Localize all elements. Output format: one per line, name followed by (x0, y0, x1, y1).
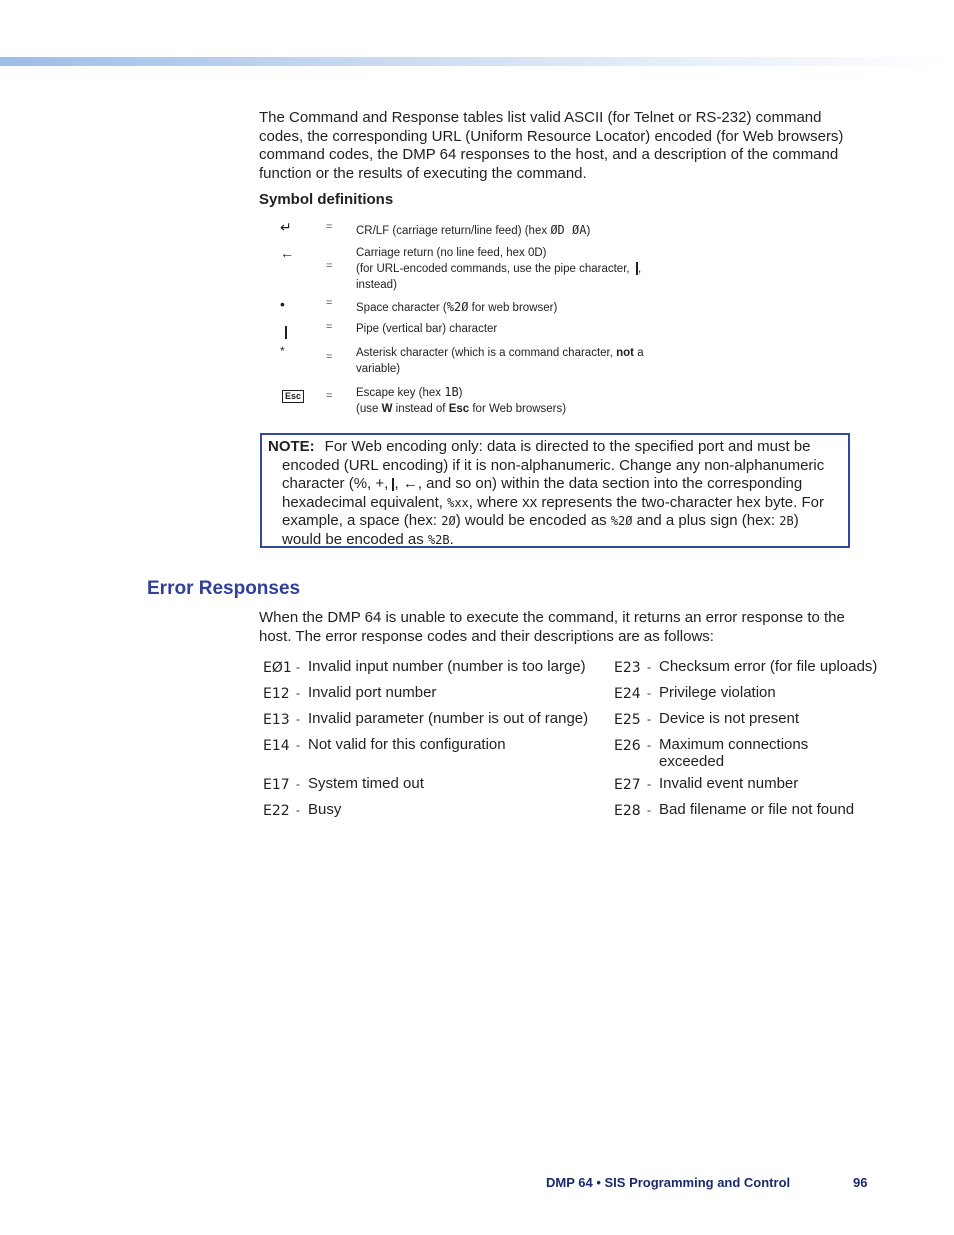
carriage-return-icon: ← (280, 245, 294, 261)
escape-definition: Escape key (hex 1B) (use W instead of Esc for Web browsers) (356, 385, 567, 415)
equals-sign: = (326, 297, 333, 309)
note-box (260, 433, 850, 548)
symbol-definitions-heading: Symbol definitions (259, 191, 394, 208)
pipe-icon (285, 323, 315, 339)
equals-sign: = (326, 390, 333, 402)
header-gradient-bar (0, 57, 954, 66)
crlf-icon: ↵ (280, 219, 292, 235)
carriage-return-icon: ← (402, 475, 418, 493)
intro-paragraph: The Command and Response tables list valid ASCII (for Telnet or RS-232) command codes, the corresponding URL (Uniform Resource Locator) encoded (for Web browsers) command codes, the DMP 64 responses to the host, and a description of the command function or the results of executing the command. (259, 109, 844, 182)
error-responses-heading: Error Responses (147, 578, 301, 599)
pipe-definition: Pipe (vertical bar) character (356, 323, 498, 335)
note-text: NOTE: For Web encoding only: data is directed to the specified port and must be encoded (URL encoding) if it is non-alphanumeric. Change any non-alphanumeric character (%, +, , ←, and so on) within the data section into the corresponding hexadecimal equivalent, %xx, where xx represents the two-character hex byte. For example, a space (hex: 2Ø) would be encoded as %2Ø and a plus sign (hex: 2B) would be encoded as %2B. (268, 438, 825, 548)
footer-title: DMP 64 • SIS Programming and Control (546, 1175, 791, 1190)
asterisk-symbol: * (280, 344, 285, 358)
carriage-return-definition: Carriage return (no line feed, hex 0D) (for URL-encoded commands, use the pipe character, , instead) (356, 247, 642, 291)
note-label: NOTE: (268, 438, 315, 455)
equals-sign: = (326, 321, 333, 333)
crlf-definition: CR/LF (carriage return/line feed) (hex ØD ØA) (356, 223, 591, 237)
equals-sign: = (326, 351, 333, 363)
page-number: 96 (853, 1175, 868, 1190)
space-definition: Space character (%2Ø for web browser) (356, 300, 558, 314)
equals-sign: = (326, 221, 333, 233)
esc-key-icon: Esc (282, 386, 312, 403)
error-intro-paragraph: When the DMP 64 is unable to execute the command, it returns an error response to the host. The error response codes and their descriptions are as follows: (259, 609, 845, 645)
space-bullet-icon: • (280, 296, 285, 312)
equals-sign: = (326, 260, 333, 272)
asterisk-definition: Asterisk character (which is a command character, not a variable) (356, 347, 644, 375)
